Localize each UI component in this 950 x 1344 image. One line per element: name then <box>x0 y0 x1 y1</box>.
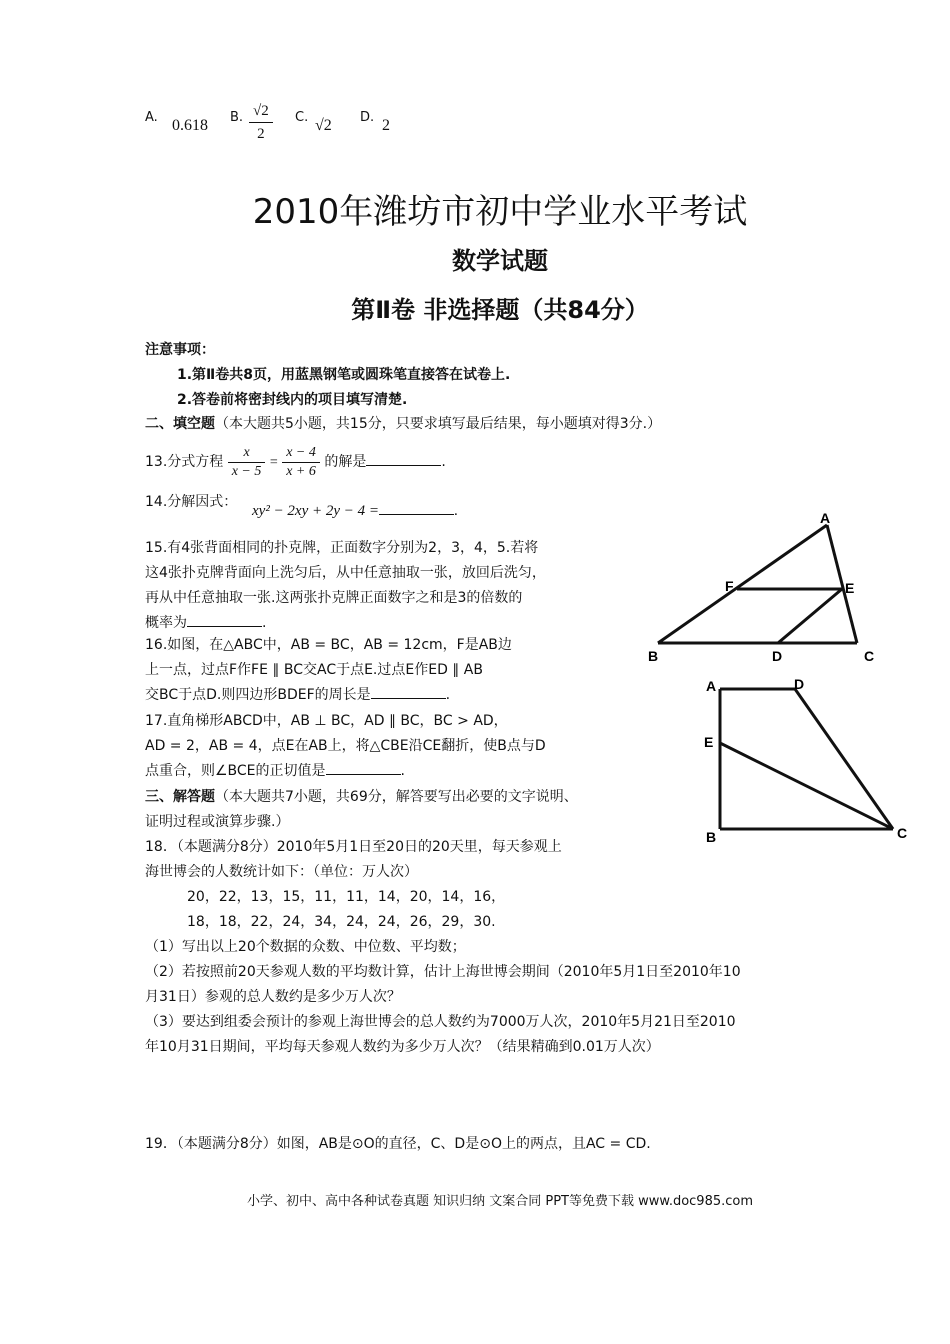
choice-b-fraction <box>249 100 273 145</box>
q13-fraction-left <box>228 444 266 481</box>
exam-subtitle: 数学试题 <box>452 247 548 275</box>
q14-expression-line <box>252 500 458 520</box>
q15-end: . <box>262 615 267 631</box>
q18-sub-2a: （2）若按照前20天参观人数的平均数计算，估计上海世博会期间（2010年5月1日至2010年10 <box>145 964 741 980</box>
q18-sub-2b: 月31日）参观的总人数约是多少万人次？ <box>145 989 401 1005</box>
q13-end: . <box>441 454 446 470</box>
fig2-label-d: D <box>794 676 805 692</box>
q15-line-2: 这4张扑克牌背面向上洗匀后，从中任意抽取一张，放回后洗匀， <box>145 565 546 581</box>
q15-line-3: 再从中任意抽取一张.这两张扑克牌正面数字之和是3的倍数的 <box>145 590 523 606</box>
q13-answer-blank[interactable] <box>366 451 441 466</box>
choice-c-value: √2 <box>315 117 332 134</box>
fig2-label-b: B <box>706 829 717 845</box>
q17-line-2: AD = 2，AB = 4，点E在AB上，将△CBE沿CE翻折，使B点与D <box>145 738 546 754</box>
choices-row <box>145 100 445 155</box>
choice-a-label: A. <box>145 110 158 125</box>
q17-line-3: 点重合，则∠BCE的正切值是 <box>145 763 326 779</box>
q16-line-2: 上一点，过点F作FE ∥ BC交AC于点E.过点E作ED ∥ AB <box>145 662 483 678</box>
q17-end: . <box>400 763 405 779</box>
exam-title: 2010年潍坊市初中学业水平考试 <box>252 192 748 232</box>
part2-heading: 二、填空题 <box>145 416 215 432</box>
question-17 <box>145 709 546 784</box>
part3-description-2: 证明过程或演算步骤.） <box>145 814 290 830</box>
fig2-label-e: E <box>704 734 714 750</box>
fig1-label-a: A <box>820 510 831 526</box>
q18-data-1: 20，22，13，15，11，11，14，20，14，16， <box>187 889 506 905</box>
q13-equals: = <box>269 455 278 470</box>
q14-prefix: 14.分解因式： <box>145 494 238 510</box>
q19-line: 19．（本题满分8分）如图，AB是⊙O的直径，C、D是⊙O上的两点，且AC = CD. <box>145 1136 651 1152</box>
fig1-label-f: F <box>725 578 734 594</box>
q17-answer-blank[interactable] <box>326 760 401 775</box>
fig1-segment-ed <box>778 589 842 643</box>
part2-description: （本大题共5小题，共15分，只要求填写最后结果，每小题填对得3分.） <box>215 416 662 432</box>
q18-sub-1: （1）写出以上20个数据的众数、中位数、平均数； <box>145 939 466 955</box>
section-title: 第Ⅱ卷 非选择题（共84分） <box>351 296 649 324</box>
q13-right-denominator: x + 6 <box>286 463 316 479</box>
part3-heading: 三、解答题 <box>145 789 215 805</box>
q13-left-numerator: x <box>228 444 266 463</box>
q16-end: . <box>445 687 451 703</box>
q13-right-numerator: x − 4 <box>282 444 320 463</box>
choice-d-value: 2 <box>382 117 390 134</box>
q16-line-3: 交BC于点D.则四边形BDEF的周长是 <box>145 687 371 703</box>
fig1-label-b: B <box>648 648 659 664</box>
question-19 <box>145 1132 651 1157</box>
q14-expression: xy² − 2xy + 2y − 4 = <box>252 503 380 519</box>
part3-header <box>145 785 578 835</box>
fig2-segment-ec <box>720 743 893 829</box>
choice-b-numerator: √2 <box>249 100 273 123</box>
q13-prefix: 13.分式方程 <box>145 454 224 470</box>
q13-left-denominator: x − 5 <box>231 463 262 479</box>
q14-answer-blank[interactable] <box>379 500 454 515</box>
question-14 <box>145 490 237 515</box>
notice-item-2: 2.答卷前将密封线内的项目填写清楚. <box>177 392 408 408</box>
fig1-label-c: C <box>864 648 875 664</box>
fig1-label-e: E <box>845 580 855 596</box>
question-16 <box>145 633 512 708</box>
q13-suffix: 的解是 <box>324 454 367 470</box>
question-13 <box>145 438 446 486</box>
figure-trapezoid-abcd <box>700 675 920 850</box>
fig2-label-c: C <box>897 825 908 841</box>
q16-answer-blank[interactable] <box>371 684 446 699</box>
q15-answer-blank[interactable] <box>187 612 262 627</box>
page-footer: 小学、初中、高中各种试卷真题 知识归纳 文案合同 PPT等免费下载 www.doc985.com <box>246 1194 754 1209</box>
q18-data-2: 18，18，22，24，34，24，24，26，29，30. <box>187 914 496 930</box>
fig1-label-d: D <box>772 648 783 664</box>
part2-header <box>145 412 661 437</box>
notice-heading: 注意事项： <box>145 342 215 358</box>
fig2-label-a: A <box>706 678 717 694</box>
q13-fraction-right <box>282 444 320 481</box>
choice-a-value: 0.618 <box>172 117 208 134</box>
part3-description-1: （本大题共7小题，共69分，解答要写出必要的文字说明、 <box>215 789 578 805</box>
figure-triangle-abc <box>640 505 890 670</box>
notice-item-1: 1.第Ⅱ卷共8页，用蓝黑钢笔或圆珠笔直接答在试卷上. <box>177 367 511 383</box>
q15-line-4: 概率为 <box>145 615 187 631</box>
choice-c-label: C. <box>295 110 309 125</box>
question-15 <box>145 536 546 636</box>
q18-line-2: 海世博会的人数统计如下：（单位：万人次） <box>145 864 418 880</box>
question-18 <box>145 835 741 1060</box>
choice-b-label: B. <box>230 110 244 125</box>
q15-line-1: 15.有4张背面相同的扑克牌，正面数字分别为2，3，4，5.若将 <box>145 540 539 556</box>
q16-line-1: 16.如图，在△ABC中，AB = BC，AB = 12cm，F是AB边 <box>145 637 512 653</box>
fig1-side-ab <box>658 525 827 643</box>
q18-line-1: 18．（本题满分8分）2010年5月1日至20日的20天里，每天参观上 <box>145 839 562 855</box>
choice-b-denominator: 2 <box>257 126 265 142</box>
choice-d-label: D. <box>360 110 375 125</box>
fig2-side-dc <box>795 689 893 829</box>
q18-sub-3b: 年10月31日期间，平均每天参观人数约为多少万人次？（结果精确到0.01万人次） <box>145 1039 660 1055</box>
q14-end: . <box>454 503 458 519</box>
q17-line-1: 17.直角梯形ABCD中，AB ⊥ BC，AD ∥ BC，BC > AD， <box>145 713 508 729</box>
q18-sub-3a: （3）要达到组委会预计的参观上海世博会的总人数约为7000万人次，2010年5月21日至2010 <box>145 1014 736 1030</box>
